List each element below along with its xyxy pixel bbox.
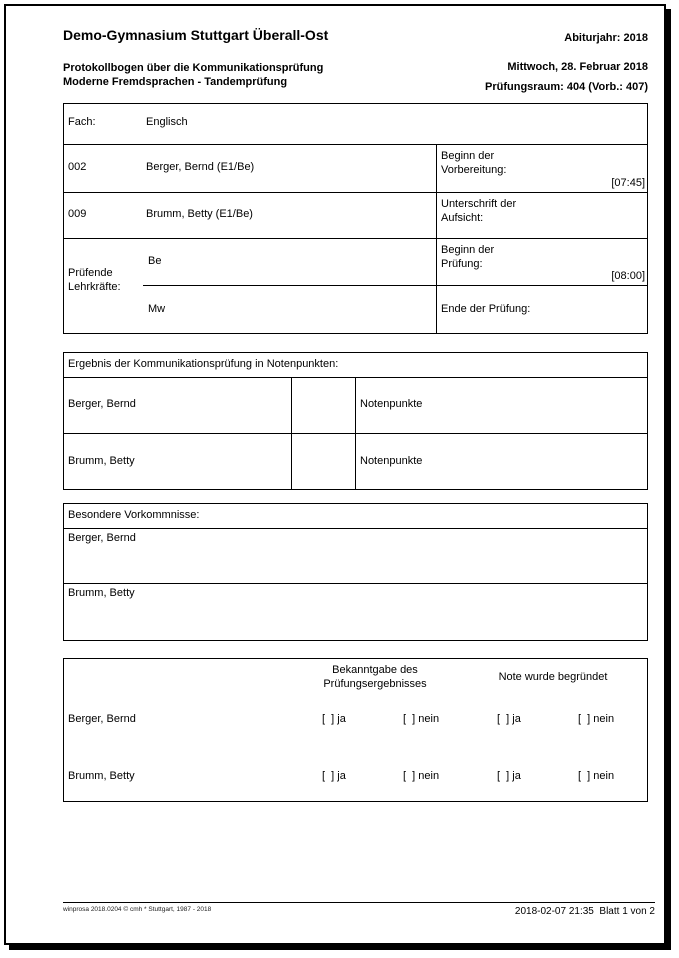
candidate-name-1: Berger, Bernd (E1/Be) bbox=[146, 161, 255, 173]
announce-yes-checkbox-1: [ ] ja bbox=[322, 713, 346, 725]
exam-begin-label-line2: Prüfung: bbox=[441, 258, 483, 270]
announce-no-checkbox-1: [ ] nein bbox=[403, 713, 440, 725]
abitur-year: Abiturjahr: 2018 bbox=[564, 32, 648, 44]
incidents-row-name-1: Berger, Bernd bbox=[68, 532, 136, 544]
incidents-table bbox=[63, 503, 648, 641]
results-points-label-2: Notenpunkte bbox=[360, 455, 423, 467]
announcement-col1-header-line1: Bekanntgabe des bbox=[332, 664, 418, 676]
results-row-name-1: Berger, Bernd bbox=[68, 398, 136, 410]
incidents-row-divider bbox=[63, 583, 648, 584]
exam-date: Mittwoch, 28. Februar 2018 bbox=[507, 61, 648, 73]
announce-yes-checkbox-2: [ ] ja bbox=[322, 770, 346, 782]
candidate-code-2: 009 bbox=[68, 208, 87, 220]
examiners-label-line1: Prüfende bbox=[68, 267, 113, 279]
incidents-header: Besondere Vorkommnisse: bbox=[68, 509, 200, 521]
announcement-col1-header-line2: Prüfungsergebnisses bbox=[323, 678, 427, 690]
subject-value: Englisch bbox=[146, 116, 188, 128]
candidate-code-1: 002 bbox=[68, 161, 87, 173]
footer-timestamp-page: 2018-02-07 21:35 Blatt 1 von 2 bbox=[514, 906, 655, 917]
announcement-row-name-1: Berger, Bernd bbox=[68, 713, 136, 725]
exam-begin-label-line1: Beginn der bbox=[441, 244, 495, 256]
exam-table-row-divider-3 bbox=[63, 238, 648, 239]
subject-label: Fach: bbox=[68, 116, 96, 128]
doc-title-line2: Moderne Fremdsprachen - Tandemprüfung bbox=[63, 76, 288, 88]
exam-begin-label bbox=[441, 243, 494, 271]
exam-table-row-divider-4 bbox=[143, 285, 648, 286]
footer-program-info: winprosa 2018.0204 © cmh * Stuttgart, 1987 - 2018 bbox=[63, 906, 212, 913]
exam-begin-time: [08:00] bbox=[611, 270, 645, 282]
candidate-name-2: Brumm, Betty (E1/Be) bbox=[146, 208, 253, 220]
examiner-2: Mw bbox=[148, 303, 166, 315]
prep-begin-label-line1: Beginn der bbox=[441, 150, 495, 162]
announcement-row-name-2: Brumm, Betty bbox=[68, 770, 135, 782]
incidents-header-divider bbox=[63, 528, 648, 529]
footer-divider bbox=[63, 902, 655, 903]
supervisor-label-line2: Aufsicht: bbox=[441, 212, 484, 224]
results-col-divider-1 bbox=[291, 377, 292, 490]
supervisor-signature-label bbox=[441, 197, 516, 225]
prep-begin-label bbox=[441, 149, 506, 177]
supervisor-label-line1: Unterschrift der bbox=[441, 198, 517, 210]
exam-table-col-divider bbox=[436, 144, 437, 334]
justified-no-checkbox-1: [ ] nein bbox=[578, 713, 615, 725]
announcement-col1-header bbox=[305, 663, 445, 691]
prep-begin-time: [07:45] bbox=[611, 177, 645, 189]
examiners-label-line2: Lehrkräfte: bbox=[68, 281, 121, 293]
doc-title-line1: Protokollbogen über die Kommunikationsprüfung bbox=[63, 62, 324, 74]
justified-yes-checkbox-2: [ ] ja bbox=[497, 770, 521, 782]
results-row-name-2: Brumm, Betty bbox=[68, 455, 135, 467]
exam-room: Prüfungsraum: 404 (Vorb.: 407) bbox=[485, 81, 648, 93]
school-name: Demo-Gymnasium Stuttgart Überall-Ost bbox=[63, 27, 329, 43]
exam-table-row-divider-2 bbox=[63, 192, 648, 193]
announce-no-checkbox-2: [ ] nein bbox=[403, 770, 440, 782]
announcement-col2-header: Note wurde begründet bbox=[498, 671, 608, 683]
exam-table-row-divider-1 bbox=[63, 144, 648, 145]
results-col-divider-2 bbox=[355, 377, 356, 490]
results-header: Ergebnis der Kommunikationsprüfung in Notenpunkten: bbox=[68, 358, 339, 370]
results-points-label-1: Notenpunkte bbox=[360, 398, 423, 410]
exam-end-label: Ende der Prüfung: bbox=[441, 303, 531, 315]
prep-begin-label-line2: Vorbereitung: bbox=[441, 164, 507, 176]
justified-no-checkbox-2: [ ] nein bbox=[578, 770, 615, 782]
examiner-1: Be bbox=[148, 255, 162, 267]
justified-yes-checkbox-1: [ ] ja bbox=[497, 713, 521, 725]
examiners-label bbox=[68, 266, 121, 294]
incidents-row-name-2: Brumm, Betty bbox=[68, 587, 135, 599]
